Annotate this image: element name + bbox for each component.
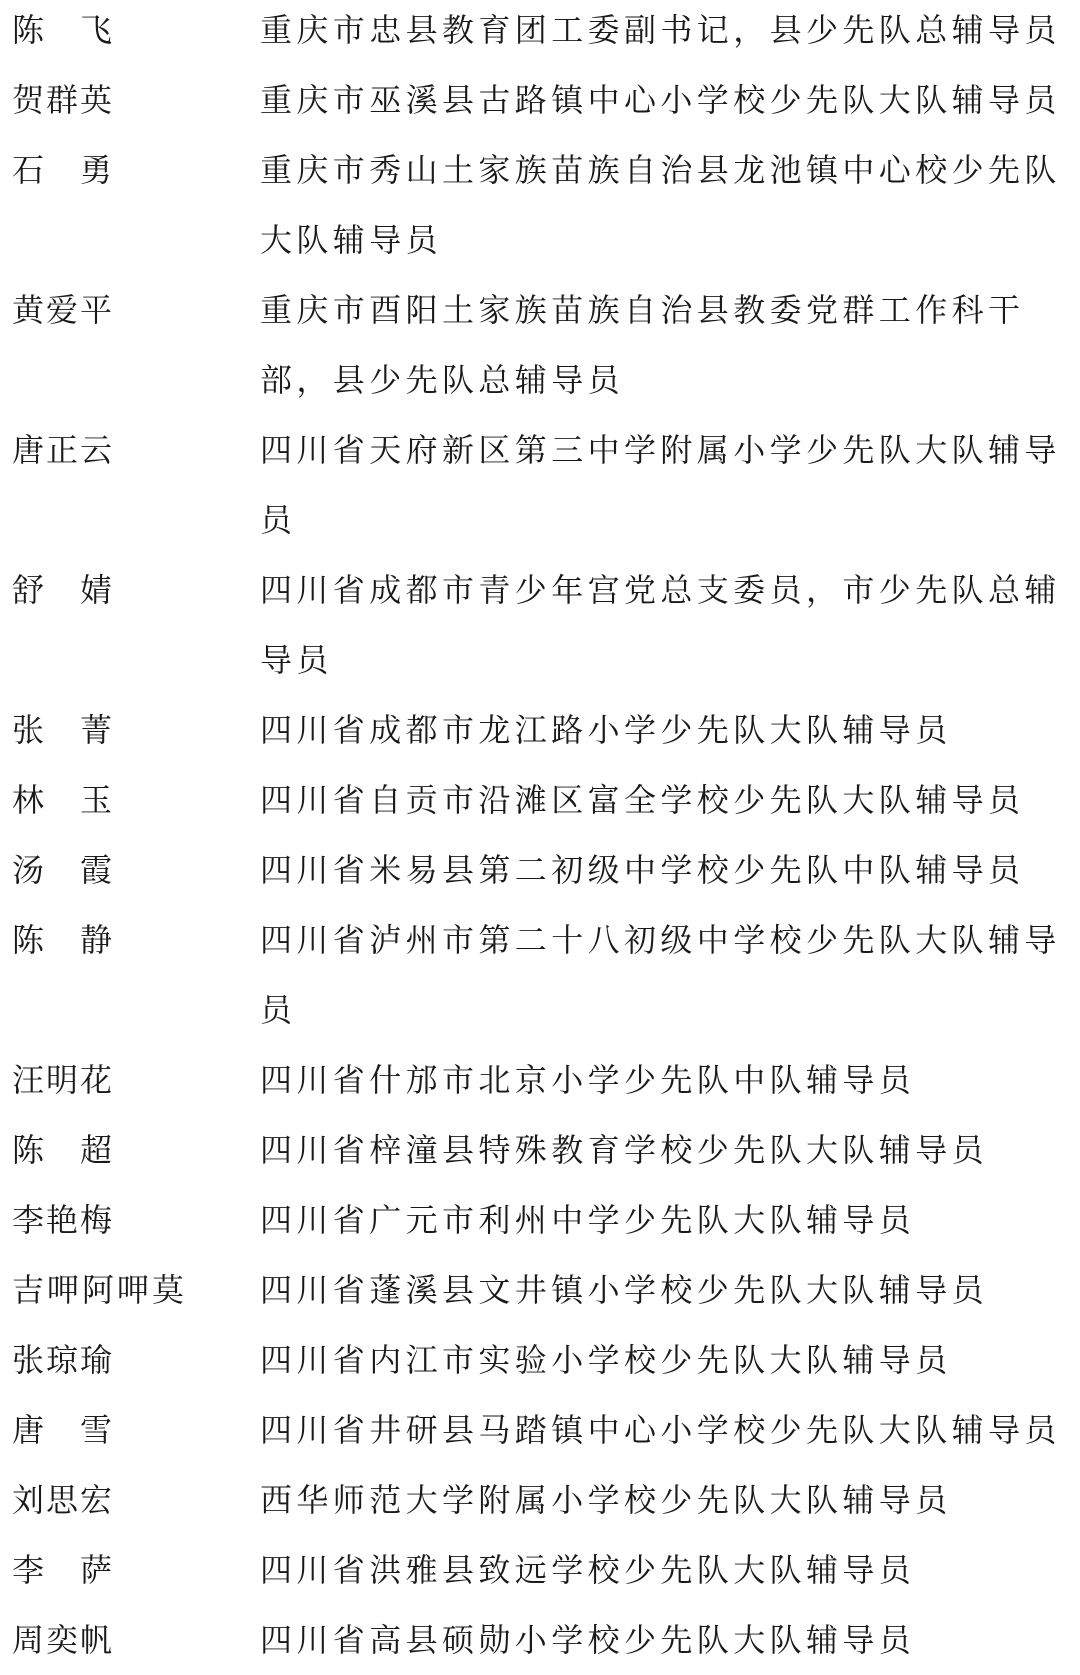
list-entry — [0, 1185, 1080, 1255]
list-entry — [0, 1255, 1080, 1325]
person-name: 汪明花 — [12, 1061, 115, 1099]
person-name: 李艳梅 — [12, 1201, 115, 1239]
list-entry — [0, 415, 1080, 555]
person-name: 汤 霞 — [12, 851, 115, 889]
list-entry — [0, 1395, 1080, 1465]
list-entry — [0, 135, 1080, 275]
list-entry — [0, 275, 1080, 415]
person-title: 四川省内江市实验小学校少先队大队辅导员 — [260, 1341, 952, 1379]
list-entry — [0, 1045, 1080, 1115]
list-entry — [0, 1535, 1080, 1605]
list-entry — [0, 1605, 1080, 1675]
person-name: 舒 婧 — [12, 571, 115, 609]
person-title: 四川省井研县马踏镇中心小学校少先队大队辅导员 — [260, 1411, 1061, 1449]
list-entry — [0, 905, 1080, 1045]
list-entry — [0, 65, 1080, 135]
person-name: 唐 雪 — [12, 1411, 115, 1449]
list-entry — [0, 555, 1080, 695]
person-title: 四川省成都市青少年宫党总支委员，市少先队总辅导员 — [260, 571, 1061, 679]
person-name: 石 勇 — [12, 151, 115, 189]
person-title: 重庆市秀山土家族苗族自治县龙池镇中心校少先队大队辅导员 — [260, 151, 1061, 259]
person-title: 重庆市巫溪县古路镇中心小学校少先队大队辅导员 — [260, 81, 1061, 119]
person-title: 重庆市忠县教育团工委副书记，县少先队总辅导员 — [260, 11, 1061, 49]
person-title: 四川省泸州市第二十八初级中学校少先队大队辅导员 — [260, 921, 1061, 1029]
person-title: 重庆市酉阳土家族苗族自治县教委党群工作科干部，县少先队总辅导员 — [260, 291, 1025, 399]
list-entry — [0, 1465, 1080, 1535]
person-name: 贺群英 — [12, 81, 115, 119]
person-name: 刘思宏 — [12, 1481, 115, 1519]
person-name: 李 萨 — [12, 1551, 115, 1589]
person-title: 四川省广元市利州中学少先队大队辅导员 — [260, 1201, 916, 1239]
list-entry — [0, 1115, 1080, 1185]
person-name: 林 玉 — [12, 781, 115, 819]
person-name: 吉呷阿呷莫 — [12, 1271, 188, 1309]
list-entry — [0, 0, 1080, 65]
person-name: 陈 飞 — [12, 11, 115, 49]
person-name: 陈 静 — [12, 921, 115, 959]
person-title: 四川省米易县第二初级中学校少先队中队辅导员 — [260, 851, 1025, 889]
person-title: 西华师范大学附属小学校少先队大队辅导员 — [260, 1481, 952, 1519]
person-title: 四川省梓潼县特殊教育学校少先队大队辅导员 — [260, 1131, 989, 1169]
person-title: 四川省蓬溪县文井镇小学校少先队大队辅导员 — [260, 1271, 989, 1309]
person-title: 四川省洪雅县致远学校少先队大队辅导员 — [260, 1551, 916, 1589]
person-title: 四川省天府新区第三中学附属小学少先队大队辅导员 — [260, 431, 1061, 539]
person-name: 张 菁 — [12, 711, 115, 749]
person-name: 黄爱平 — [12, 291, 115, 329]
person-title: 四川省自贡市沿滩区富全学校少先队大队辅导员 — [260, 781, 1025, 819]
list-entry — [0, 695, 1080, 765]
person-title: 四川省成都市龙江路小学少先队大队辅导员 — [260, 711, 952, 749]
person-name: 张琼瑜 — [12, 1341, 115, 1379]
person-name: 周奕帆 — [12, 1621, 115, 1659]
list-entry — [0, 1325, 1080, 1395]
person-title: 四川省什邡市北京小学少先队中队辅导员 — [260, 1061, 916, 1099]
list-entry — [0, 835, 1080, 905]
person-name: 唐正云 — [12, 431, 115, 469]
person-title: 四川省高县硕勋小学校少先队大队辅导员 — [260, 1621, 916, 1659]
list-entry — [0, 765, 1080, 835]
person-name: 陈 超 — [12, 1131, 115, 1169]
